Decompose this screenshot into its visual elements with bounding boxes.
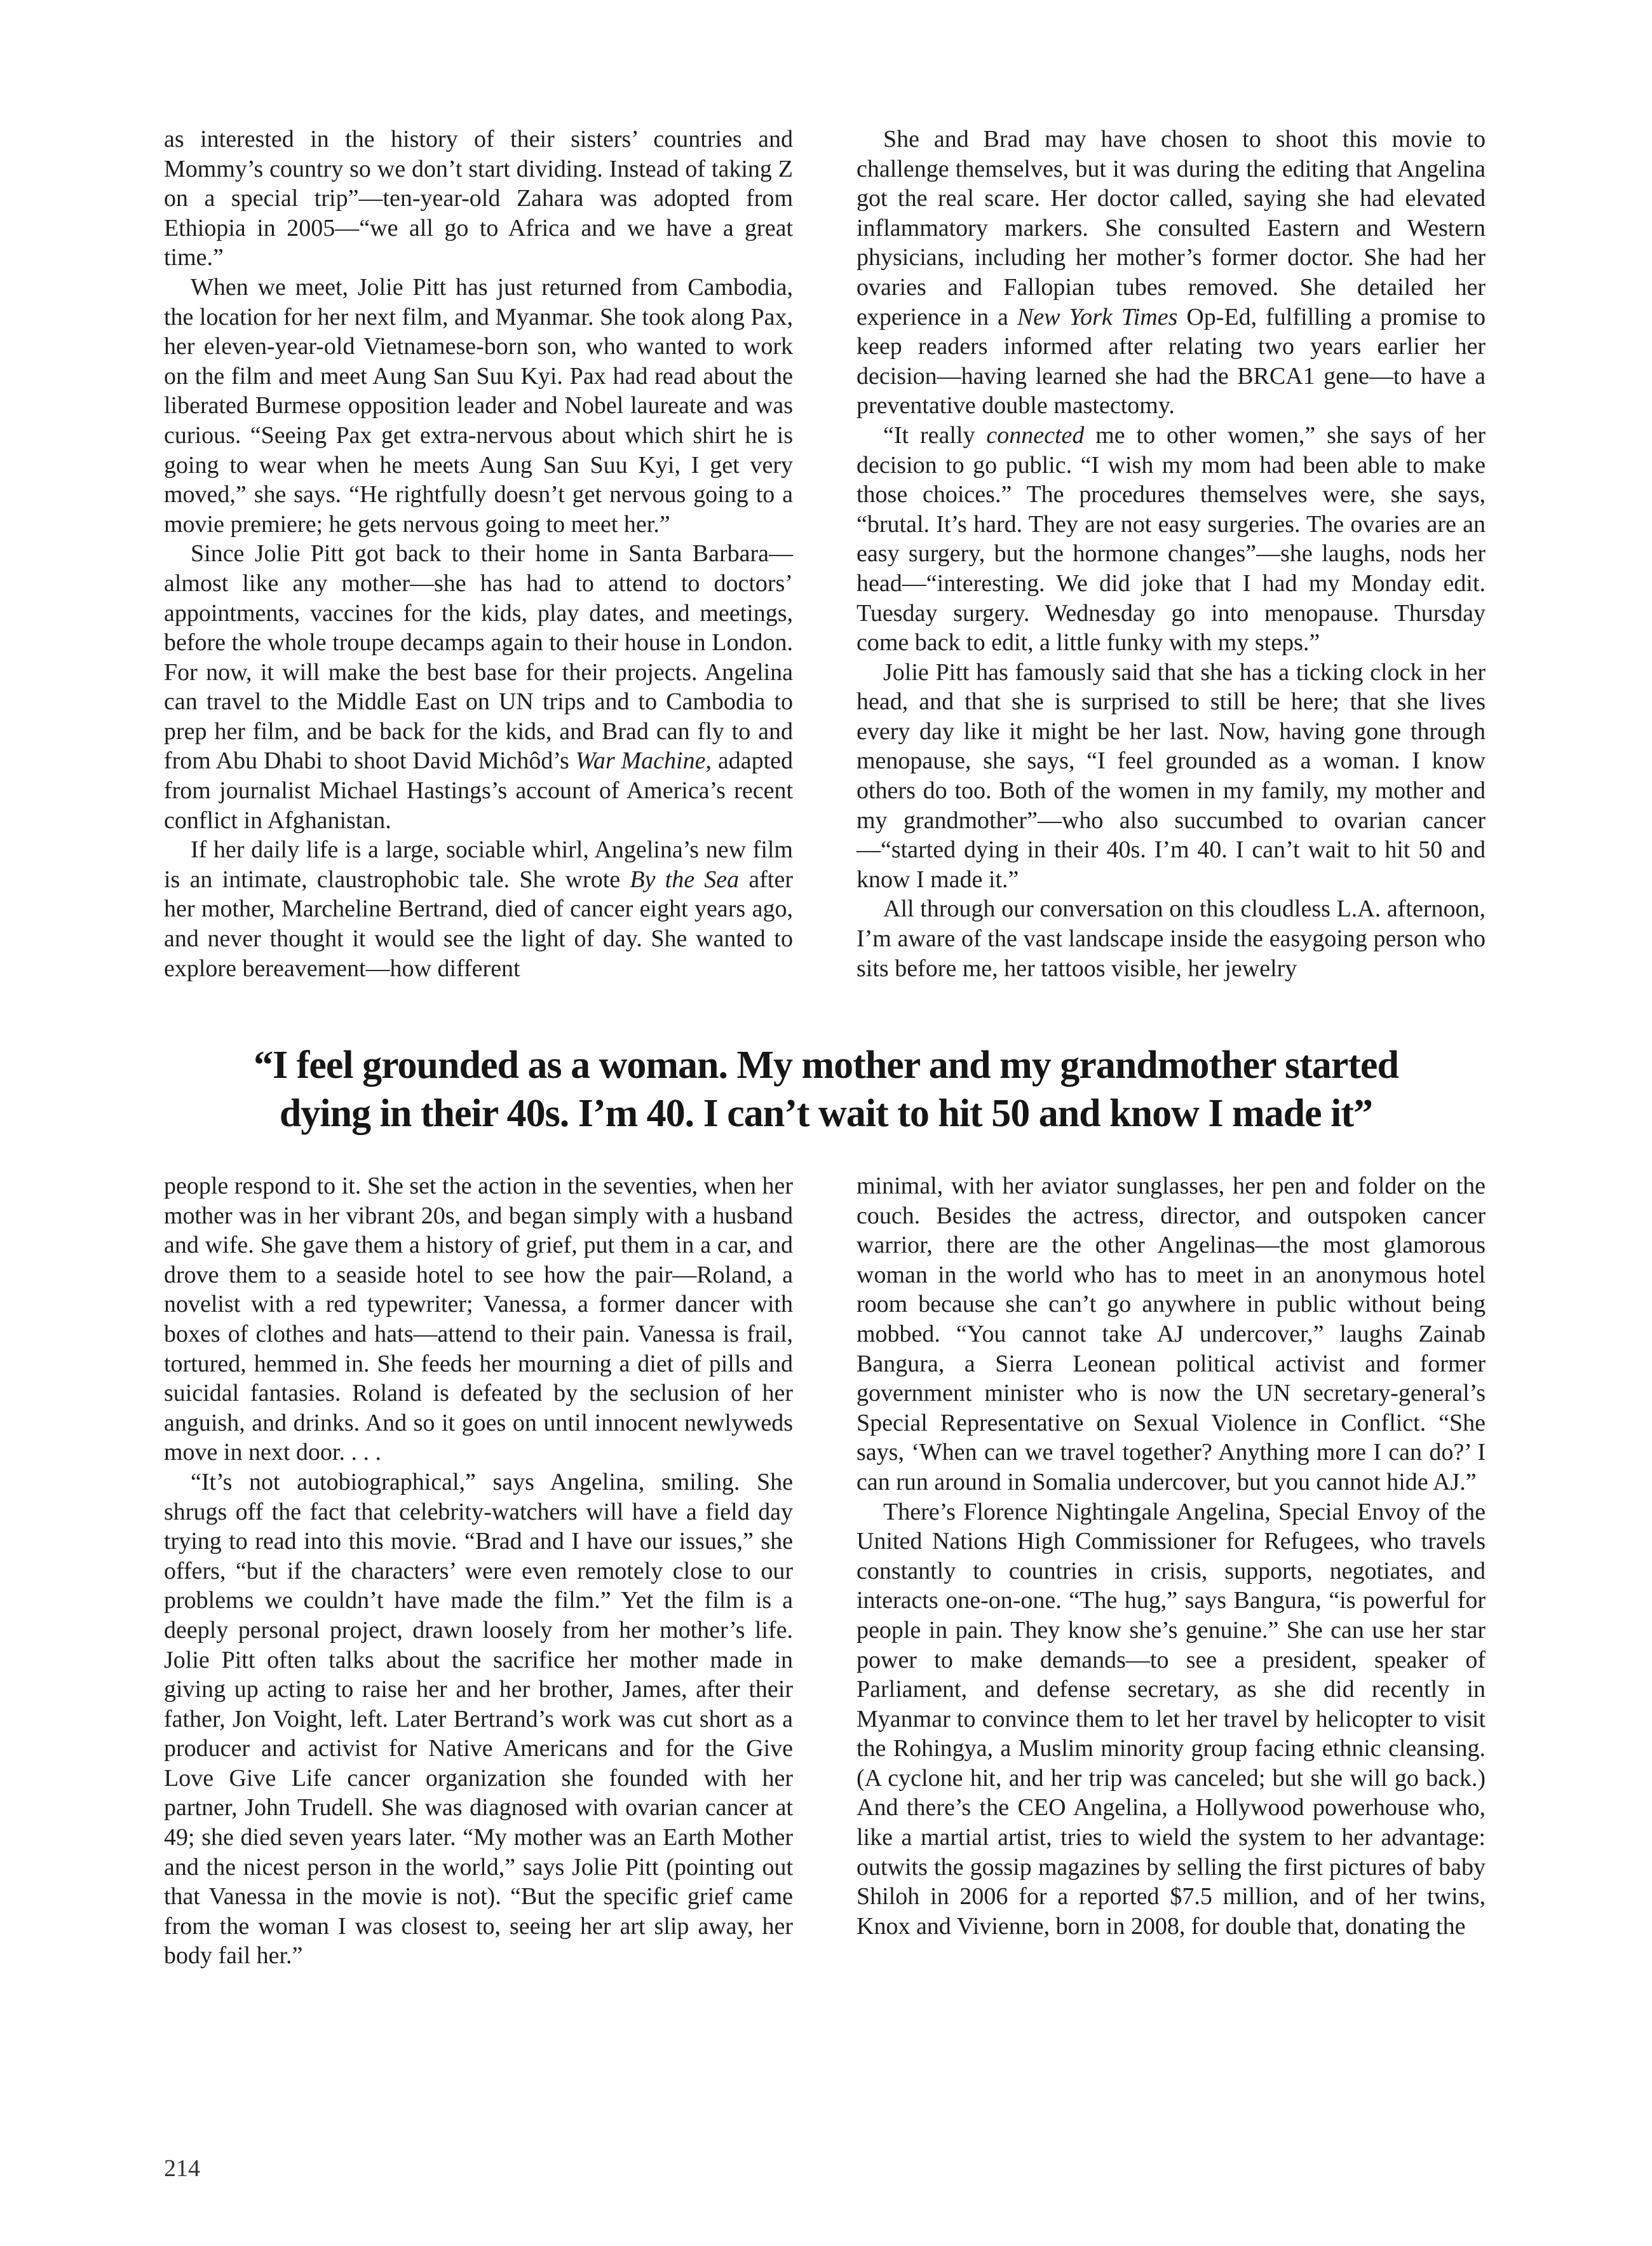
italic-text: By the Sea [630, 866, 740, 893]
pull-quote [191, 1041, 1461, 1138]
italic-text: connected [986, 421, 1085, 449]
text-run: minimal, with her aviator sunglasses, her pen and folder on the couch. Besides the actress, director, and outspoken cancer warrior, there are the other Angelinas—the most glamorous woman in the world who has to meet in an anonymous hotel room because she can’t go anywhere in public without being mobbed. “You cannot take AJ undercover,” laughs Zainab Bangura, a Sierra Leonean political activist and former government minister who is now the UN secretary-general’s Special Representative on Sexual Violence in Conflict. “She says, ‘When can we travel together? Anything more I can do?’ I can run around in Somalia undercover, but you cannot hide AJ.” [856, 1173, 1486, 1495]
text-run: If her daily life is a large, sociable whirl, Angelina’s new film is an intimate, claustrophobic tale. She wrote [164, 836, 793, 893]
paragraph [856, 125, 1486, 421]
pull-quote-line-2: dying in their 40s. I’m 40. I can’t wait to hit 50 and know I made it” [279, 1092, 1373, 1135]
text-run: Op-Ed, fulfilling a promise to keep readers informed after relating two years earlier her decision—having learned she had the BRCA1 gene—to have a preventative double mastectomy. [856, 303, 1486, 419]
text-run: All through our conversation on this cloudless L.A. afternoon, I’m aware of the vast landscape inside the easygoing person who sits before me, her tattoos visible, her jewelry [856, 895, 1486, 982]
text-run: There’s Florence Nightingale Angelina, Special Envoy of the United Nations High Commissioner for Refugees, who travels constantly to countries in crisis, supports, negotiates, and interacts one-on-one. “The hug,” says Bangura, “is powerful for people in pain. They know she’s genuine.” She can use her star power to make demands—to see a president, speaker of Parliament, and defense secretary, as she did recently in Myanmar to convince them to let her travel by helicopter to visit the Rohingya, a Muslim minority group facing ethnic cleansing. (A cyclone hit, and her trip was canceled; but she will go back.) And there’s the CEO Angelina, a Hollywood powerhouse who, like a martial artist, tries to wield the system to her advantage: outwits the gossip magazines by selling the first pictures of baby Shiloh in 2006 for a reported $7.5 million, and of her twins, Knox and Vivienne, born in 2008, for double that, donating the [856, 1498, 1486, 1940]
paragraph [164, 835, 793, 983]
paragraph [856, 421, 1486, 658]
text-run: “It’s not autobiographical,” says Angelina, smiling. She shrugs off the fact that celebrity-watchers will have a field day trying to read into this movie. “Brad and I have our issues,” she offers, “but if the characters’ were even remotely close to our problems we couldn’t have made the film.” Yet the film is a deeply personal project, drawn loosely from her mother’s life. Jolie Pitt often talks about the sacrifice her mother made in giving up acting to raise her and her brother, James, after their father, Jon Voight, left. Later Bertrand’s work was cut short as a producer and activist for Native Americans and for the Give Love Give Life cancer organization she founded with her partner, John Trudell. She was diagnosed with ovarian cancer at 49; she died seven years later. “My mother was an Earth Mother and the nicest person in the world,” says Jolie Pitt (pointing out that Vanessa in the movie is not). “But the specific grief came from the woman I was closest to, seeing her art slip away, her body fail her.” [164, 1468, 793, 1970]
italic-text: New York Times [1017, 303, 1178, 330]
text-run: Since Jolie Pitt got back to their home in Santa Barbara—almost like any mother—she has had to attend to doctors’ appointments, vaccines for the kids, play dates, and meetings, before the whole troupe decamps again to their house in London. For now, it will make the best base for their projects. Angelina can travel to the Middle East on UN trips and to Cambodia to prep her film, and be back for the kids, and Brad can fly to and from Abu Dhabi to shoot David Michôd’s [164, 540, 793, 775]
text-run: people respond to it. She set the action in the seventies, when her mother was in her vibrant 20s, and began simply with a husband and wife. She gave them a history of grief, put them in a car, and drove them to a seaside hotel to see how the pair—Roland, a novelist with a red typewriter; Vanessa, a former dancer with boxes of clothes and hats—attend to their pain. Vanessa is frail, tortured, hemmed in. She feeds her mourning a diet of pills and suicidal fantasies. Roland is defeated by the seclusion of her anguish, and drinks. And so it goes on until innocent newlyweds move in next door. . . . [164, 1173, 793, 1466]
paragraph [164, 125, 793, 273]
page-number: 214 [164, 2155, 200, 2182]
paragraph [164, 1467, 793, 1971]
text-run: after her mother, Marcheline Bertrand, died of cancer eight years ago, and never thought it would see the light of day. She wanted to explore bereavement—how different [164, 866, 793, 982]
italic-text: War Machine, [575, 747, 712, 775]
article-column-top-left [164, 125, 793, 983]
paragraph [164, 273, 793, 539]
text-run: Jolie Pitt has famously said that she has a ticking clock in her head, and that she is surprised to still be here; that she lives every day like it might be her last. Now, having gone through menopause, she says, “I feel grounded as a woman. I know others do too. Both of the women in my family, my mother and my grandmother”—who also succumbed to ovarian cancer—“started dying in their 40s. I’m 40. I can’t wait to hit 50 and know I made it.” [856, 658, 1486, 893]
text-run: “It really [883, 421, 987, 449]
paragraph [856, 1497, 1486, 1942]
text-run: me to other women,” she says of her decision to go public. “I wish my mom had been able to make those choices.” The procedures themselves were, she says, “brutal. It’s hard. They are not easy surgeries. The ovaries are an easy surgery, but the hormone changes”—she laughs, nods her head—“interesting. We did joke that I had my Monday edit. Tuesday surgery. Wednesday go into menopause. Thursday come back to edit, a little funky with my steps.” [856, 421, 1486, 657]
paragraph [856, 894, 1486, 983]
paragraph [856, 658, 1486, 895]
text-run: When we meet, Jolie Pitt has just returned from Cambodia, the location for her next film, and Myanmar. She took along Pax, her eleven-year-old Vietnamese-born son, who wanted to work on the film and meet Aung San Suu Kyi. Pax had read about the liberated Burmese opposition leader and Nobel laureate and was curious. “Seeing Pax get extra-nervous about which shirt he is going to wear when he meets Aung San Suu Kyi, I get very moved,” she says. “He rightfully doesn’t get nervous going to a movie premiere; he gets nervous going to meet her.” [164, 273, 793, 538]
article-column-bottom-right [856, 1171, 1486, 1941]
article-column-top-right [856, 125, 1486, 983]
text-run: She and Brad may have chosen to shoot this movie to challenge themselves, but it was during the editing that Angelina got the real scare. Her doctor called, saying she had elevated inflammatory markers. She consulted Eastern and Western physicians, including her mother’s former doctor. She had her ovaries and Fallopian tubes removed. She detailed her experience in a [856, 126, 1486, 330]
paragraph [856, 1171, 1486, 1497]
pull-quote-line-1: “I feel grounded as a woman. My mother and my grandmother started [254, 1044, 1398, 1087]
text-run: as interested in the history of their sisters’ countries and Mommy’s country so we don’t start dividing. Instead of taking Z on a special trip”—ten-year-old Zahara was adopted from Ethiopia in 2005—“we all go to Africa and we have a great time.” [164, 126, 793, 271]
paragraph [164, 539, 793, 835]
paragraph [164, 1171, 793, 1467]
text-run: adapted from journalist Michael Hastings’s account of America’s recent conflict in Afghanistan. [164, 747, 794, 834]
article-column-bottom-left [164, 1171, 793, 1971]
